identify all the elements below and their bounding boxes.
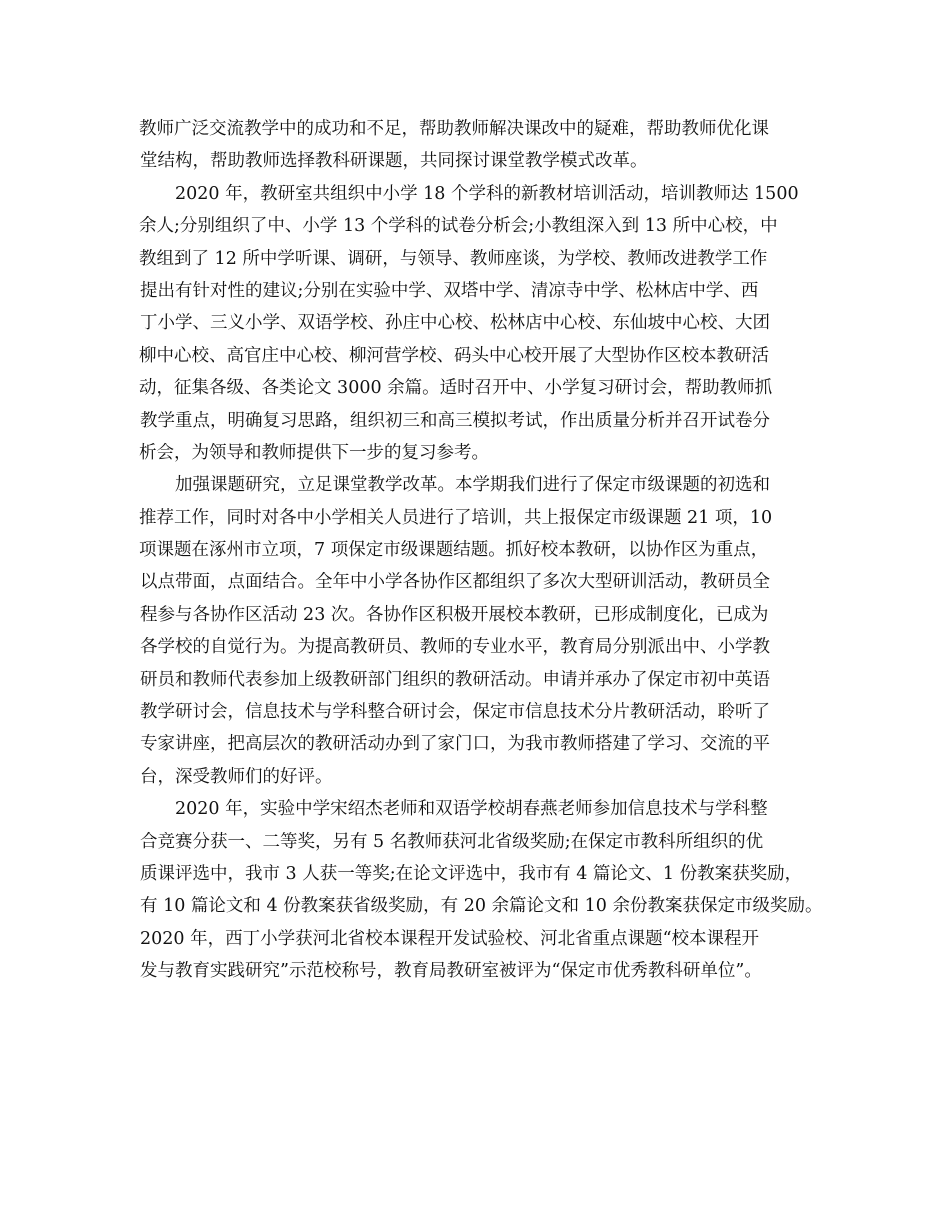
text-line: 程参与各协作区活动 23 次。各协作区积极开展校本教研，已形成制度化，已成为 <box>140 604 769 625</box>
document-body <box>139 113 839 988</box>
text-line: 质课评选中，我市 3 人获一等奖;在论文评选中，我市有 4 篇论文、1 份教案获奖励， <box>140 863 803 884</box>
text-line: 推荐工作，同时对各中小学相关人员进行了培训，共上报保定市级课题 21 项，10 <box>139 507 773 528</box>
text-line: 堂结构，帮助教师选择教科研课题，共同探讨课堂教学模式改革。 <box>140 151 648 172</box>
text-line: 教组到了 12 所中学听课、调研，与领导、教师座谈，为学校、教师改进教学工作 <box>139 248 768 269</box>
text-line: 合竞赛分获一、二等奖，另有 5 名教师获河北省级奖励;在保定市教科所组织的优 <box>140 831 764 852</box>
text-line: 项课题在涿州市立项，7 项保定市级课题结题。抓好校本教研，以协作区为重点， <box>139 540 769 561</box>
paragraph-first-line: 2020 年，教研室共组织中小学 18 个学科的新教材培训活动，培训教师达 1500 <box>175 183 799 204</box>
text-line: 2020 年，西丁小学获河北省校本课程开发试验校、河北省重点课题“校本课程开 <box>140 928 760 949</box>
text-line: 发与教育实践研究”示范校称号，教育局教研室被评为“保定市优秀教科研单位”。 <box>140 961 762 982</box>
text-line: 教学研讨会，信息技术与学科整合研讨会，保定市信息技术分片教研活动，聆听了 <box>140 702 770 723</box>
text-line: 教学重点，明确复习思路，组织初三和高三模拟考试，作出质量分析并召开试卷分 <box>140 410 770 431</box>
text-line: 动，征集各级、各类论文 3000 余篇。适时召开中、小学复习研讨会，帮助教师抓 <box>139 378 773 399</box>
text-line: 柳中心校、高官庄中心校、柳河营学校、码头中心校开展了大型协作区校本教研活 <box>139 345 769 366</box>
text-line: 台，深受教师们的好评。 <box>140 766 333 787</box>
text-line: 余人;分别组织了中、小学 13 个学科的试卷分析会;小教组深入到 13 所中心校，中 <box>139 216 778 237</box>
text-line: 各学校的自觉行为。为提高教研员、教师的专业水平，教育局分别派出中、小学教 <box>140 637 770 658</box>
text-line: 以点带面，点面结合。全年中小学各协作区都组织了多次大型研训活动，教研员全 <box>140 572 770 593</box>
text-line: 丁小学、三义小学、双语学校、孙庄中心校、松林店中心校、东仙坡中心校、大团 <box>140 313 770 334</box>
text-line: 析会，为领导和教师提供下一步的复习参考。 <box>139 442 489 463</box>
paragraph-first-line: 加强课题研究，立足课堂教学改革。本学期我们进行了保定市级课题的初选和 <box>175 475 770 496</box>
text-line: 专家讲座，把高层次的教研活动办到了家门口，为我市教师搭建了学习、交流的平 <box>140 734 770 755</box>
text-line: 教师广泛交流教学中的成功和不足，帮助教师解决课改中的疑难，帮助教师优化课 <box>139 119 769 139</box>
paragraph-first-line: 2020 年，实验中学宋绍杰老师和双语学校胡春燕老师参加信息技术与学科整 <box>175 799 768 820</box>
text-line: 研员和教师代表参加上级教研部门组织的教研活动。申请并承办了保定市初中英语 <box>140 669 770 690</box>
text-line: 提出有针对性的建议;分别在实验中学、双塔中学、清凉寺中学、松林店中学、西 <box>140 280 759 301</box>
text-line: 有 10 篇论文和 4 份教案获省级奖励，有 20 余篇论文和 10 余份教案获保定市级奖励。 <box>140 896 823 917</box>
